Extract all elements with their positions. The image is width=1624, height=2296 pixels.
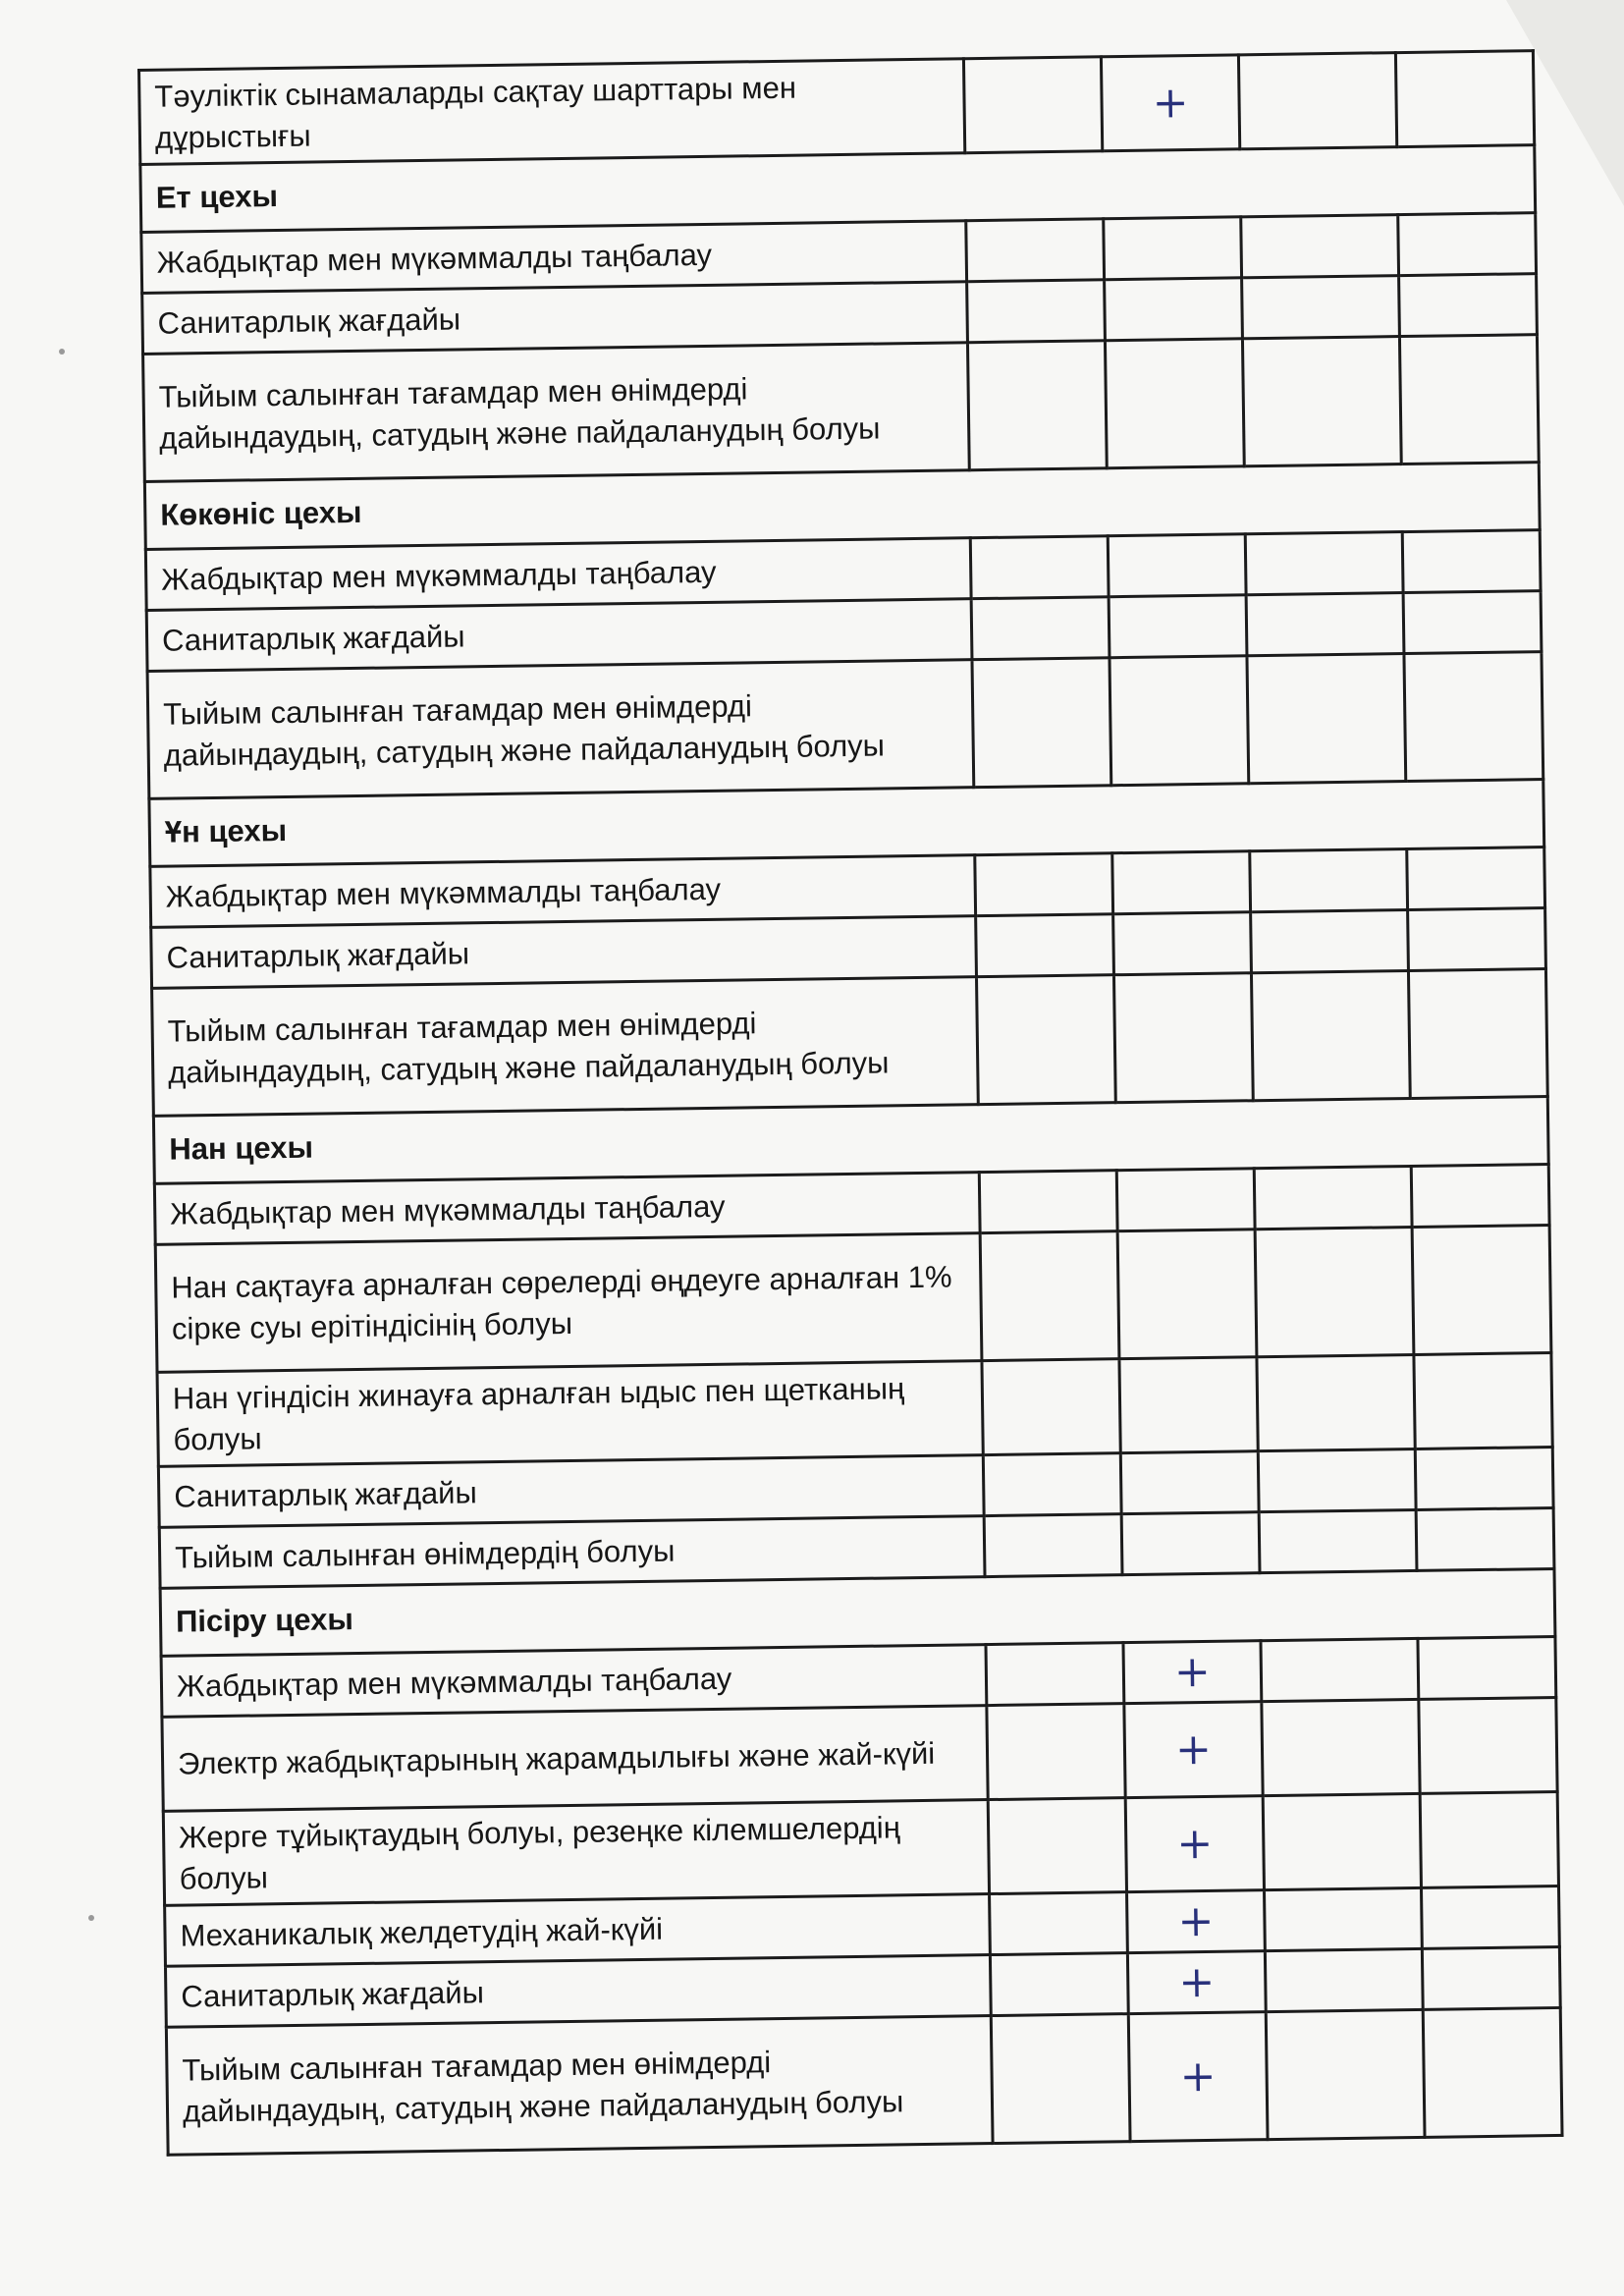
- mark-cell-3[interactable]: [1250, 849, 1408, 912]
- mark-cell-3[interactable]: [1255, 1227, 1414, 1356]
- mark-cell-2[interactable]: [1101, 55, 1239, 151]
- handwritten-check-mark: +: [1179, 2050, 1217, 2103]
- mark-cell-4[interactable]: [1422, 1946, 1560, 2009]
- mark-cell-3[interactable]: [1257, 1354, 1415, 1450]
- mark-cell-1[interactable]: [986, 1643, 1124, 1706]
- mark-cell-1[interactable]: [976, 975, 1115, 1105]
- mark-cell-4[interactable]: [1404, 652, 1543, 782]
- mark-cell-4[interactable]: [1414, 1353, 1552, 1449]
- mark-cell-2[interactable]: [1108, 534, 1246, 597]
- item-label: Тәуліктік сынамаларды сақтау шарттары мен дұрыстығы: [139, 59, 965, 165]
- mark-cell-2[interactable]: [1124, 1702, 1263, 1798]
- mark-cell-3[interactable]: [1266, 2009, 1425, 2139]
- mark-cell-3[interactable]: [1251, 971, 1410, 1101]
- section-title: Ұн цехы: [149, 780, 1544, 867]
- mark-cell-1[interactable]: [967, 341, 1107, 470]
- mark-cell-3[interactable]: [1245, 532, 1403, 595]
- section-title: Нан цехы: [153, 1097, 1548, 1184]
- mark-cell-4[interactable]: [1395, 51, 1534, 147]
- mark-cell-3[interactable]: [1251, 910, 1409, 973]
- mark-cell-2[interactable]: [1121, 1512, 1260, 1575]
- mark-cell-4[interactable]: [1416, 1508, 1554, 1571]
- section-title: Пісіру цехы: [160, 1569, 1555, 1657]
- mark-cell-2[interactable]: [1119, 1357, 1258, 1453]
- mark-cell-1[interactable]: [972, 658, 1111, 788]
- handwritten-check-mark: +: [1152, 78, 1189, 129]
- mark-cell-1[interactable]: [967, 280, 1106, 343]
- mark-cell-1[interactable]: [980, 1231, 1119, 1361]
- item-label: Тыйым салынған тағамдар мен өнімдерді дайындаудың, сатудың және пайдаланудың болуы: [152, 977, 979, 1117]
- mark-cell-1[interactable]: [990, 1953, 1128, 2016]
- mark-cell-3[interactable]: [1254, 1166, 1412, 1229]
- mark-cell-4[interactable]: [1419, 1697, 1557, 1793]
- mark-cell-2[interactable]: [1127, 1890, 1266, 1953]
- mark-cell-2[interactable]: [1105, 339, 1244, 468]
- item-label: Тыйым салынған өнімдердің болуы: [159, 1516, 985, 1589]
- handwritten-check-mark: +: [1178, 1956, 1216, 2008]
- item-label: Санитарлық жағдайы: [165, 1955, 991, 2028]
- handwritten-check-mark: +: [1176, 1818, 1214, 1870]
- mark-cell-2[interactable]: [1125, 1796, 1264, 1892]
- item-label: Тыйым салынған тағамдар мен өнімдерді дайындаудың, сатудың және пайдаланудың болуы: [147, 660, 974, 799]
- item-label: Тыйым салынған тағамдар мен өнімдерді дайындаудың, сатудың және пайдаланудың болуы: [166, 2016, 993, 2156]
- item-label: Нан сақтауға арналған сөрелерді өңдеуге арналған 1% сірке суы ерітіндісінің болуы: [155, 1233, 982, 1373]
- mark-cell-2[interactable]: [1110, 656, 1249, 786]
- mark-cell-2[interactable]: [1120, 1451, 1259, 1514]
- section-title: Көкөніс цехы: [144, 463, 1540, 550]
- mark-cell-2[interactable]: [1116, 1169, 1255, 1231]
- mark-cell-2[interactable]: [1113, 973, 1253, 1103]
- mark-cell-1[interactable]: [966, 219, 1105, 282]
- mark-cell-1[interactable]: [988, 1798, 1126, 1894]
- mark-cell-4[interactable]: [1407, 847, 1545, 910]
- checklist-row: [166, 2007, 1562, 2155]
- mark-cell-1[interactable]: [983, 1453, 1121, 1516]
- handwritten-check-mark: +: [1173, 1646, 1212, 1698]
- mark-cell-2[interactable]: [1127, 1951, 1266, 2014]
- mark-cell-2[interactable]: [1109, 595, 1247, 658]
- mark-cell-3[interactable]: [1238, 53, 1396, 149]
- mark-cell-1[interactable]: [991, 2014, 1130, 2144]
- mark-cell-4[interactable]: [1411, 1165, 1549, 1228]
- mark-cell-1[interactable]: [976, 914, 1114, 977]
- checklist-row: [152, 969, 1548, 1117]
- item-label: Санитарлық жағдайы: [158, 1455, 984, 1528]
- mark-cell-3[interactable]: [1263, 1793, 1421, 1889]
- mark-cell-3[interactable]: [1262, 1699, 1420, 1795]
- mark-cell-4[interactable]: [1403, 591, 1542, 654]
- mark-cell-4[interactable]: [1420, 1791, 1558, 1887]
- mark-cell-1[interactable]: [979, 1171, 1117, 1233]
- mark-cell-3[interactable]: [1265, 1948, 1423, 2011]
- mark-cell-1[interactable]: [987, 1704, 1125, 1800]
- checklist-row: [147, 652, 1543, 799]
- mark-cell-1[interactable]: [984, 1514, 1122, 1577]
- mark-cell-2[interactable]: [1117, 1230, 1257, 1359]
- mark-cell-1[interactable]: [982, 1359, 1120, 1455]
- mark-cell-3[interactable]: [1259, 1509, 1417, 1572]
- item-label: Жерге тұйықтаудың болуы, резеңке кілемшелердің болуы: [163, 1800, 989, 1906]
- item-label: Жабдықтар мен мүкәммалды таңбалау: [145, 538, 971, 611]
- mark-cell-1[interactable]: [970, 536, 1109, 599]
- mark-cell-3[interactable]: [1261, 1638, 1419, 1701]
- mark-cell-4[interactable]: [1421, 1886, 1559, 1948]
- item-label: Жабдықтар мен мүкәммалды таңбалау: [154, 1173, 980, 1245]
- mark-cell-4[interactable]: [1399, 335, 1539, 465]
- checklist-row: [143, 335, 1540, 482]
- handwritten-check-mark: +: [1174, 1723, 1213, 1776]
- mark-cell-3[interactable]: [1242, 337, 1401, 466]
- item-label: Санитарлық жағдайы: [146, 599, 972, 672]
- section-title: Ет цехы: [140, 145, 1536, 233]
- item-label: Жабдықтар мен мүкәммалды таңбалау: [150, 855, 976, 928]
- mark-cell-1[interactable]: [990, 1892, 1128, 1955]
- mark-cell-1[interactable]: [971, 597, 1110, 660]
- item-label: Нан үгіндісін жинауға арналған ыдыс пен щетканың болуы: [157, 1361, 983, 1467]
- mark-cell-4[interactable]: [1399, 274, 1538, 337]
- mark-cell-4[interactable]: [1402, 530, 1541, 593]
- mark-cell-4[interactable]: [1398, 213, 1537, 276]
- mark-cell-2[interactable]: [1105, 278, 1243, 341]
- mark-cell-4[interactable]: [1412, 1226, 1551, 1355]
- scan-speck: [59, 349, 65, 355]
- checklist-body: [139, 51, 1563, 2156]
- mark-cell-2[interactable]: [1112, 851, 1251, 914]
- checklist-row: [155, 1226, 1551, 1373]
- checklist-table: [137, 49, 1564, 2157]
- mark-cell-4[interactable]: [1415, 1448, 1553, 1510]
- mark-cell-3[interactable]: [1246, 593, 1404, 656]
- checklist-sheet: [137, 49, 1561, 2157]
- item-label: Жабдықтар мен мүкәммалды таңбалау: [141, 221, 967, 294]
- mark-cell-2[interactable]: [1104, 217, 1242, 280]
- scan-speck: [88, 1915, 94, 1921]
- mark-cell-2[interactable]: [1128, 2012, 1268, 2142]
- mark-cell-3[interactable]: [1242, 276, 1400, 339]
- mark-cell-3[interactable]: [1241, 215, 1399, 278]
- item-label: Санитарлық жағдайы: [151, 916, 977, 989]
- mark-cell-4[interactable]: [1423, 2007, 1562, 2137]
- mark-cell-4[interactable]: [1408, 969, 1547, 1099]
- mark-cell-1[interactable]: [975, 853, 1113, 916]
- mark-cell-3[interactable]: [1247, 654, 1406, 784]
- mark-cell-4[interactable]: [1408, 908, 1546, 971]
- handwritten-check-mark: +: [1177, 1895, 1215, 1947]
- mark-cell-2[interactable]: [1113, 912, 1252, 975]
- mark-cell-3[interactable]: [1258, 1449, 1416, 1511]
- mark-cell-3[interactable]: [1265, 1887, 1423, 1950]
- mark-cell-1[interactable]: [963, 57, 1102, 153]
- item-label: Тыйым салынған тағамдар мен өнімдерді дайындаудың, сатудың және пайдаланудың болуы: [143, 343, 970, 482]
- item-label: Электр жабдықтарының жарамдылығы және жай-күйі: [162, 1706, 988, 1812]
- item-label: Жабдықтар мен мүкәммалды таңбалау: [161, 1645, 987, 1718]
- item-label: Санитарлық жағдайы: [142, 282, 968, 355]
- mark-cell-2[interactable]: [1123, 1641, 1262, 1704]
- item-label: Механикалық желдетудің жай-күйі: [165, 1894, 991, 1967]
- mark-cell-4[interactable]: [1418, 1636, 1556, 1699]
